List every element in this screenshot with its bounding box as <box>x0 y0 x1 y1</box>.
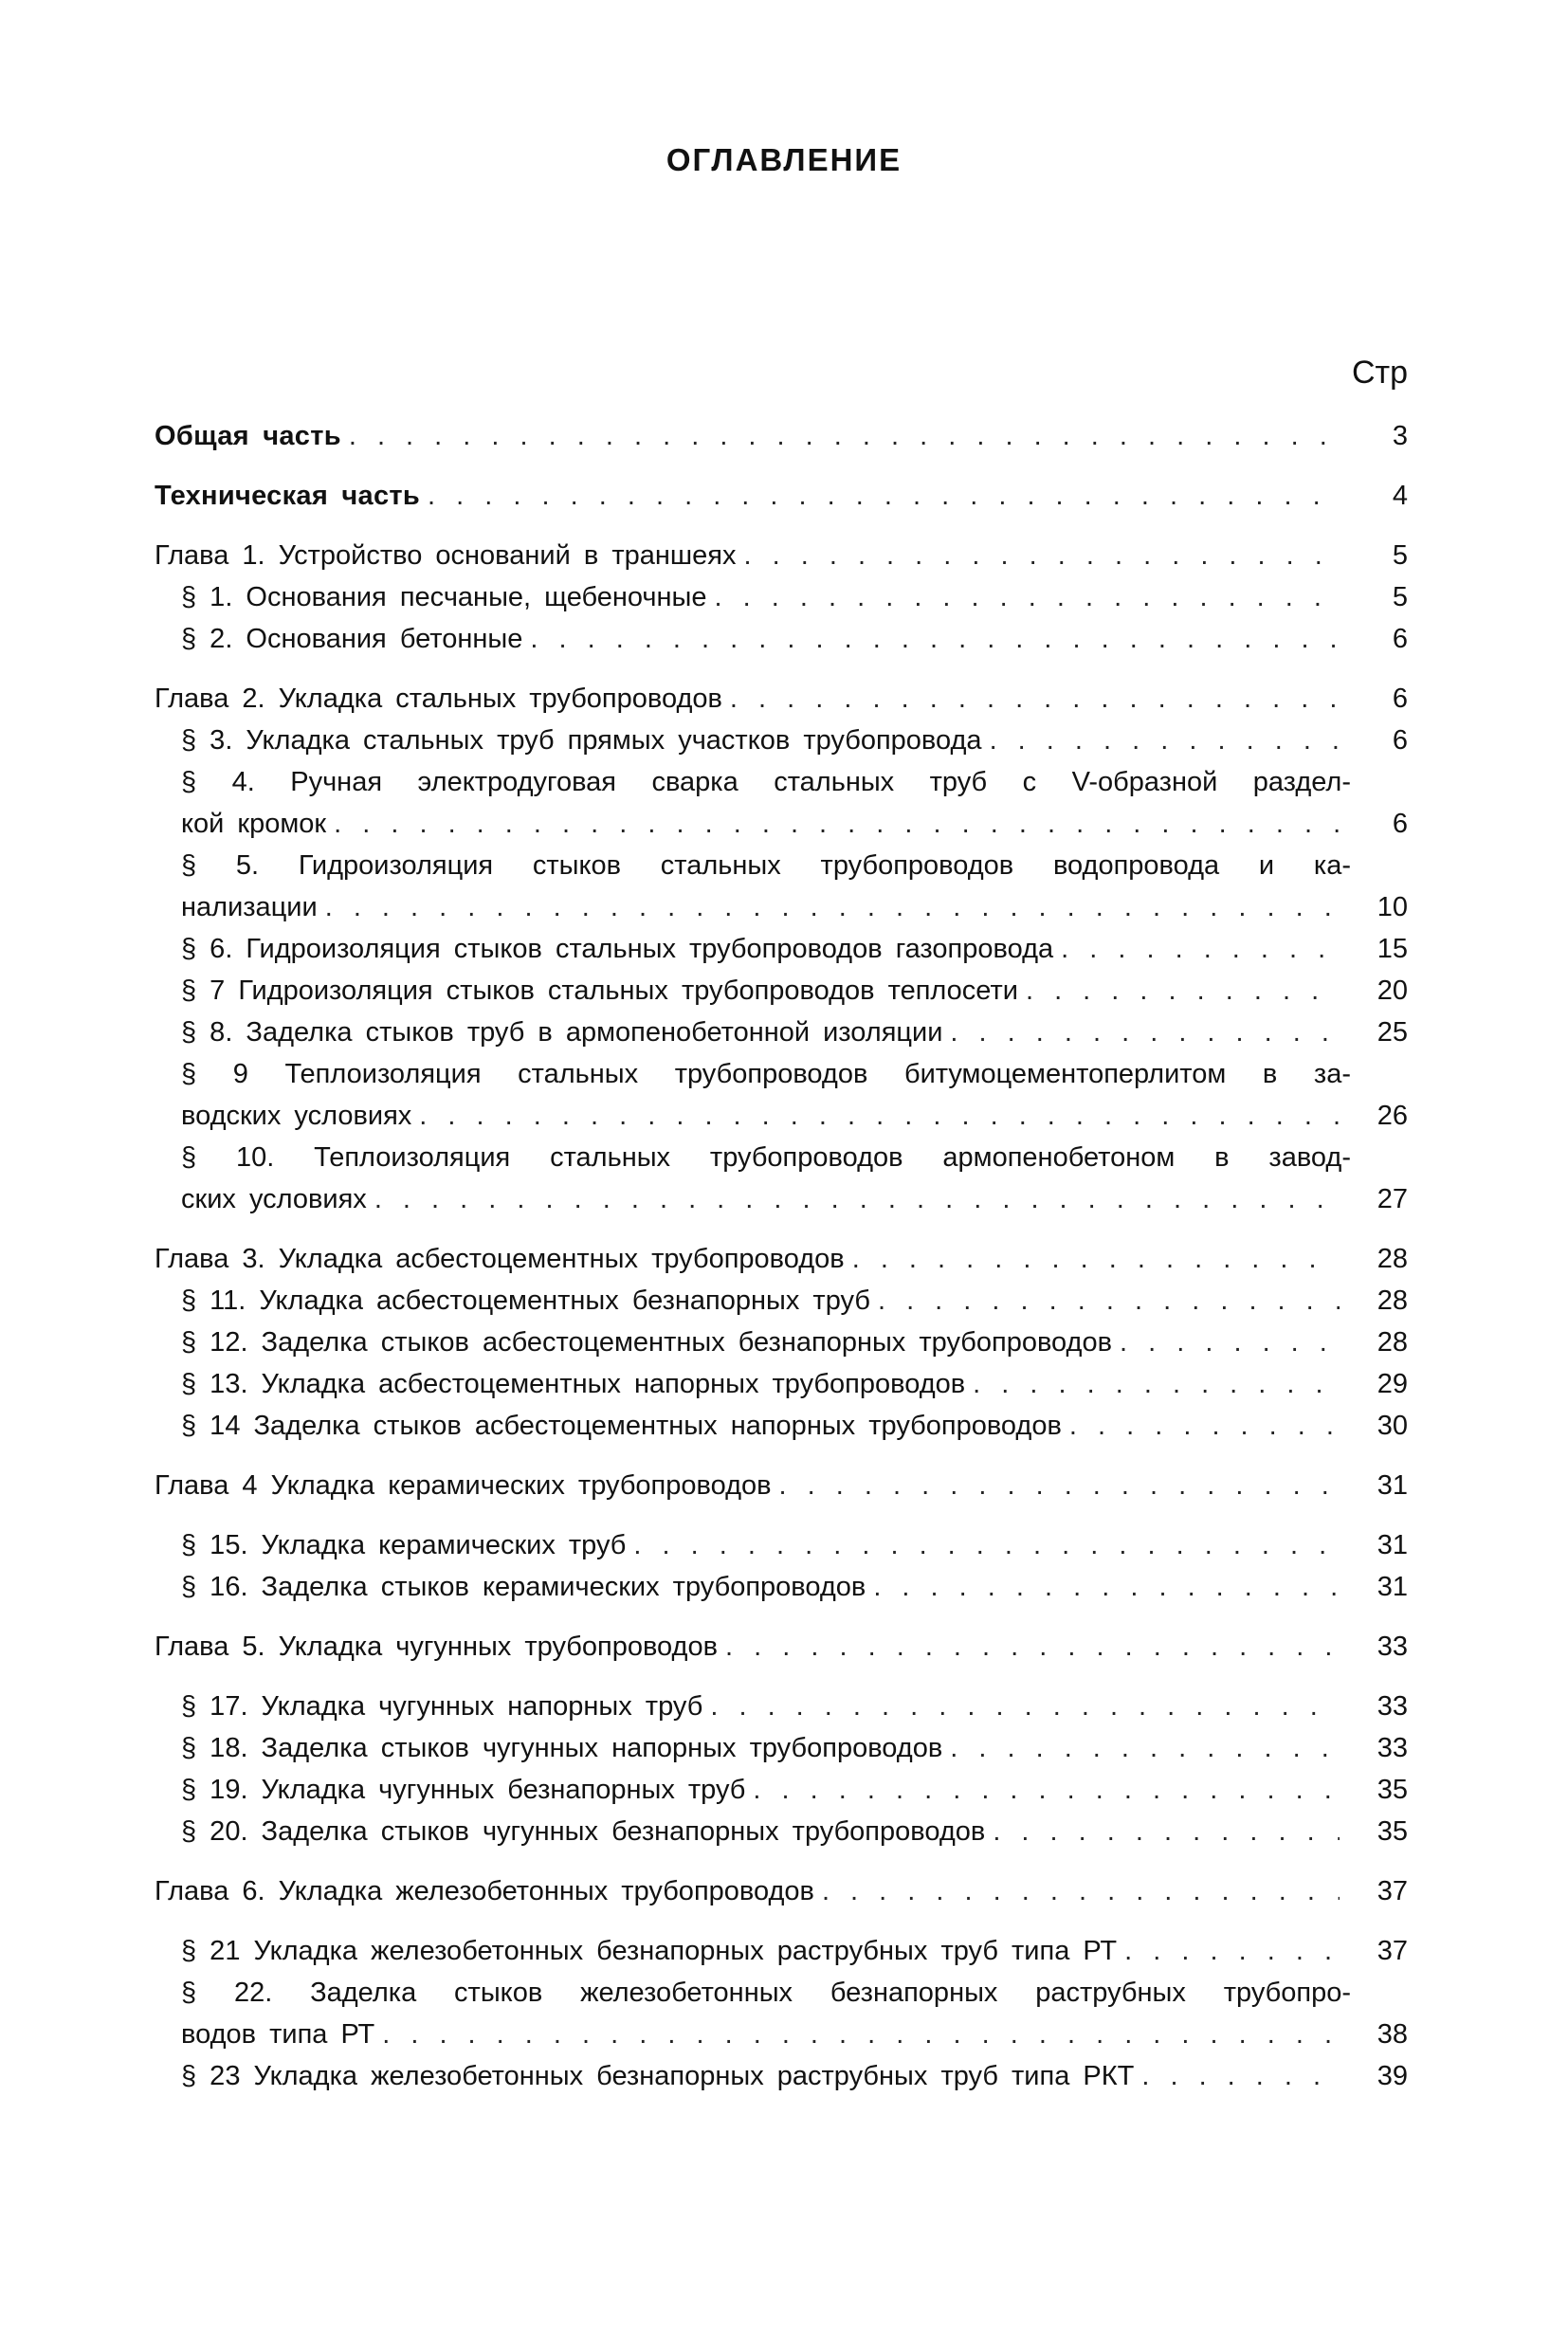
toc-page-number: 26 <box>1377 1101 1408 1131</box>
dot-leader <box>1026 970 1340 1012</box>
table-of-contents <box>155 415 1408 2097</box>
toc-section-21 <box>155 1930 1408 1972</box>
toc-entry-text: § 3. Укладка стальных труб прямых участков трубопровода <box>181 725 982 756</box>
dot-leader <box>753 1769 1340 1811</box>
dot-leader <box>325 886 1340 928</box>
dot-leader <box>428 475 1340 517</box>
toc-page-number: 33 <box>1377 1632 1408 1662</box>
toc-chapter-2 <box>155 678 1408 720</box>
dot-leader <box>725 1626 1340 1668</box>
toc-entry-text: § 18. Заделка стыков чугунных напорных трубопроводов <box>181 1733 943 1763</box>
toc-page-number: 15 <box>1377 934 1408 964</box>
dot-leader <box>873 1566 1340 1608</box>
toc-page-number: 6 <box>1392 725 1408 756</box>
toc-entry-text: § 10. Теплоизоляция стальных трубопроводов армопенобетоном в завод- <box>181 1142 1351 1173</box>
toc-page-number: 31 <box>1377 1530 1408 1560</box>
dot-leader <box>779 1465 1340 1506</box>
toc-section-2 <box>155 618 1408 660</box>
toc-section-7 <box>155 970 1408 1012</box>
toc-section-5-line-1 <box>155 845 1408 886</box>
dot-leader <box>710 1686 1340 1727</box>
toc-section-14 <box>155 1405 1408 1447</box>
dot-leader <box>730 678 1340 720</box>
toc-entry-text: § 11. Укладка асбестоцементных безнапорных труб <box>181 1285 870 1316</box>
toc-entry-text: § 6. Гидроизоляция стыков стальных трубопроводов газопровода <box>181 934 1054 964</box>
toc-section-19 <box>155 1769 1408 1811</box>
toc-entry-text: § 14 Заделка стыков асбестоцементных напорных трубопроводов <box>181 1411 1062 1441</box>
toc-page-number: 3 <box>1392 421 1408 451</box>
toc-entry-continuation: нализации <box>181 892 318 922</box>
dot-leader <box>743 535 1340 576</box>
toc-entry-text: § 2. Основания бетонные <box>181 624 523 654</box>
dot-leader <box>1141 2055 1340 2097</box>
toc-page-number: 4 <box>1392 481 1408 511</box>
toc-section-22-line-1 <box>155 1972 1408 2014</box>
toc-page-number: 10 <box>1377 892 1408 922</box>
toc-section-10-line-2 <box>155 1178 1408 1220</box>
toc-entry-text: Глава 1. Устройство оснований в траншеях <box>155 540 737 571</box>
toc-section-20 <box>155 1811 1408 1852</box>
toc-entry-text: § 4. Ручная электродуговая сварка стальных труб с V-образной раздел- <box>181 767 1351 797</box>
toc-entry-text: § 1. Основания песчаные, щебеночные <box>181 582 707 612</box>
toc-entry-text: § 5. Гидроизоляция стыков стальных трубопроводов водопровода и ка- <box>181 850 1351 881</box>
dot-leader <box>990 720 1340 761</box>
toc-entry-text: § 8. Заделка стыков труб в армопенобетонной изоляции <box>181 1017 943 1048</box>
toc-section-9-line-2 <box>155 1095 1408 1137</box>
toc-entry-text: Глава 4 Укладка керамических трубопроводов <box>155 1470 772 1501</box>
toc-page-number: 35 <box>1377 1816 1408 1847</box>
toc-page-number: 5 <box>1392 540 1408 571</box>
dot-leader <box>374 1178 1340 1220</box>
toc-entry-general-part <box>155 415 1408 457</box>
toc-entry-continuation: водских условиях <box>181 1101 412 1131</box>
toc-section-18 <box>155 1727 1408 1769</box>
toc-page-number: 28 <box>1377 1327 1408 1358</box>
toc-chapter-3 <box>155 1238 1408 1280</box>
dot-leader <box>334 803 1340 845</box>
toc-section-11 <box>155 1280 1408 1322</box>
toc-entry-technical-part <box>155 475 1408 517</box>
toc-entry-text: § 9 Теплоизоляция стальных трубопроводов битумоцементоперлитом в за- <box>181 1059 1351 1089</box>
toc-page-number: 33 <box>1377 1733 1408 1763</box>
dot-leader <box>878 1280 1340 1322</box>
toc-entry-text: § 17. Укладка чугунных напорных труб <box>181 1691 703 1722</box>
toc-entry-text: Техническая часть <box>155 481 421 511</box>
toc-section-3 <box>155 720 1408 761</box>
dot-leader <box>1061 928 1340 970</box>
dot-leader <box>715 576 1340 618</box>
toc-entry-text: § 16. Заделка стыков керамических трубопроводов <box>181 1572 866 1602</box>
toc-page-number: 31 <box>1377 1470 1408 1501</box>
toc-section-4-line-2 <box>155 803 1408 845</box>
toc-section-9-line-1 <box>155 1053 1408 1095</box>
toc-entry-continuation: ских условиях <box>181 1184 367 1214</box>
dot-leader <box>822 1870 1340 1912</box>
dot-leader <box>1124 1930 1340 1972</box>
dot-leader <box>1120 1322 1340 1363</box>
toc-entry-text: Глава 3. Укладка асбестоцементных трубопроводов <box>155 1244 845 1274</box>
toc-page-number: 28 <box>1377 1244 1408 1274</box>
toc-entry-text: § 23 Укладка железобетонных безнапорных раструбных труб типа РКТ <box>181 2061 1135 2091</box>
toc-section-10-line-1 <box>155 1137 1408 1178</box>
toc-entry-text: § 12. Заделка стыков асбестоцементных безнапорных трубопроводов <box>181 1327 1112 1358</box>
toc-entry-text: § 22. Заделка стыков железобетонных безнапорных раструбных трубопро- <box>181 1978 1351 2008</box>
toc-section-17 <box>155 1686 1408 1727</box>
toc-entry-text: Глава 6. Укладка железобетонных трубопроводов <box>155 1876 814 1906</box>
toc-entry-text: § 20. Заделка стыков чугунных безнапорных трубопроводов <box>181 1816 986 1847</box>
toc-page-number: 27 <box>1377 1184 1408 1214</box>
dot-leader <box>950 1012 1340 1053</box>
toc-page-number: 38 <box>1377 2019 1408 2050</box>
dot-leader <box>852 1238 1340 1280</box>
toc-entry-text: § 19. Укладка чугунных безнапорных труб <box>181 1775 746 1805</box>
toc-section-4-line-1 <box>155 761 1408 803</box>
toc-page-number: 25 <box>1377 1017 1408 1048</box>
toc-entry-text: Глава 5. Укладка чугунных трубопроводов <box>155 1632 719 1662</box>
dot-leader <box>419 1095 1340 1137</box>
toc-chapter-6 <box>155 1870 1408 1912</box>
toc-entry-text: § 15. Укладка керамических труб <box>181 1530 627 1560</box>
toc-section-13 <box>155 1363 1408 1405</box>
dot-leader <box>1069 1405 1340 1447</box>
toc-entry-text: § 7 Гидроизоляция стыков стальных трубопроводов теплосети <box>181 975 1018 1006</box>
toc-chapter-5 <box>155 1626 1408 1668</box>
toc-page-number: 35 <box>1377 1775 1408 1805</box>
dot-leader <box>633 1524 1340 1566</box>
toc-page-number: 30 <box>1377 1411 1408 1441</box>
toc-section-12 <box>155 1322 1408 1363</box>
toc-page-number: 33 <box>1377 1691 1408 1722</box>
toc-entry-continuation: водов типа РТ <box>181 2019 375 2050</box>
page-title: ОГЛАВЛЕНИЕ <box>665 142 903 177</box>
toc-page-number: 6 <box>1392 684 1408 714</box>
toc-entry-text: § 21 Укладка железобетонных безнапорных раструбных труб типа РТ <box>181 1936 1118 1966</box>
toc-section-5-line-2 <box>155 886 1408 928</box>
toc-page-number: 5 <box>1392 582 1408 612</box>
page-column-label: Стр <box>1351 355 1408 391</box>
toc-page-number: 31 <box>1377 1572 1408 1602</box>
toc-page-number: 6 <box>1392 809 1408 839</box>
toc-entry-text: Глава 2. Укладка стальных трубопроводов <box>155 684 722 714</box>
toc-page-number: 6 <box>1392 624 1408 654</box>
toc-page-number: 39 <box>1377 2061 1408 2091</box>
toc-section-1 <box>155 576 1408 618</box>
toc-page-number: 37 <box>1377 1936 1408 1966</box>
toc-page-number: 29 <box>1377 1369 1408 1399</box>
dot-leader <box>530 618 1340 660</box>
toc-chapter-1 <box>155 535 1408 576</box>
dot-leader <box>993 1811 1340 1852</box>
toc-section-8 <box>155 1012 1408 1053</box>
toc-section-6 <box>155 928 1408 970</box>
dot-leader <box>349 415 1340 457</box>
toc-page-number: 28 <box>1377 1285 1408 1316</box>
toc-section-23 <box>155 2055 1408 2097</box>
toc-entry-text: § 13. Укладка асбестоцементных напорных трубопроводов <box>181 1369 966 1399</box>
toc-page-number: 20 <box>1377 975 1408 1006</box>
dot-leader <box>973 1363 1340 1405</box>
toc-page-number: 37 <box>1377 1876 1408 1906</box>
dot-leader <box>382 2014 1340 2055</box>
toc-entry-text: Общая часть <box>155 421 341 451</box>
toc-section-22-line-2 <box>155 2014 1408 2055</box>
toc-chapter-4 <box>155 1465 1408 1506</box>
dot-leader <box>950 1727 1340 1769</box>
toc-section-15 <box>155 1524 1408 1566</box>
toc-section-16 <box>155 1566 1408 1608</box>
toc-entry-continuation: кой кромок <box>181 809 327 839</box>
